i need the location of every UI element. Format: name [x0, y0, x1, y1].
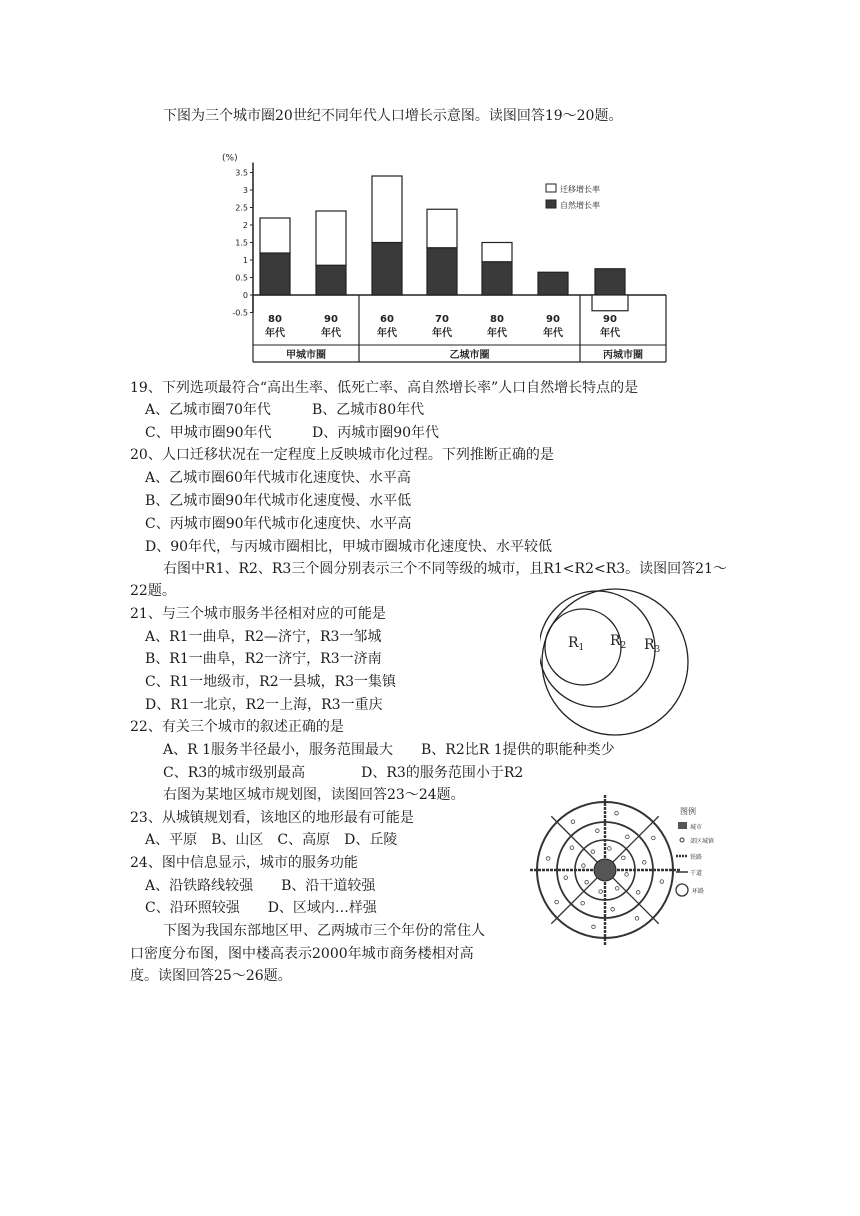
- q21-option-d[interactable]: D、R1一北京，R2一上海，R3一重庆: [145, 697, 383, 713]
- x-tick-label: 年代: [377, 328, 397, 339]
- bar-migration-growth: [482, 243, 512, 262]
- y-tick-label: 0.5: [235, 273, 248, 283]
- bar-migration-growth: [316, 211, 346, 265]
- intro-25-26-line3: 度。读图回答25～26题。: [130, 968, 292, 984]
- intro-23-24: 右图为某地区城市规划图，读图回答23～24题。: [163, 787, 465, 803]
- q21-option-a[interactable]: A、R1一曲阜，R2—济宁，R3一邹城: [145, 629, 382, 645]
- q19-option-c[interactable]: C、甲城市圈90年代: [145, 425, 272, 441]
- q21-option-c[interactable]: C、R1一地级市，R2一县城，R3一集镇: [145, 674, 397, 690]
- svg-text:铁路: 铁路: [690, 854, 703, 861]
- bar-migration-growth: [592, 295, 628, 311]
- y-tick-label: 1.5: [235, 238, 248, 248]
- q22-option-ab[interactable]: A、R 1服务半径最小，服务范围最大 B、R2比R 1提供的职能种类少: [163, 742, 615, 758]
- x-tick-label: 年代: [265, 328, 285, 339]
- circle-r2: [540, 591, 655, 707]
- q19-option-a[interactable]: A、乙城市圈70年代: [145, 402, 271, 418]
- intro-21-22-line1: 右图中R1、R2、R3三个圆分别表示三个不同等级的城市，且R1<R2<R3。读图回答21～: [163, 561, 727, 577]
- y-tick-label: 3.5: [235, 168, 248, 178]
- y-tick-label: 2.5: [235, 203, 248, 213]
- bar-natural-growth: [372, 243, 402, 296]
- q20-option-a[interactable]: A、乙城市圈60年代城市化速度快、水平高: [145, 470, 411, 486]
- q23-options[interactable]: A、平原 B、山区 C、高原 D、丘陵: [145, 832, 398, 848]
- bar-migration-growth: [372, 176, 402, 243]
- q22-stem: 22、有关三个城市的叙述正确的是: [130, 719, 344, 735]
- group-label: 乙城市圈: [449, 350, 490, 361]
- label-r3: $R_3$: [644, 637, 661, 655]
- population-growth-chart: [220, 140, 670, 365]
- city-planning-map: [520, 790, 735, 950]
- x-tick-label: 年代: [487, 328, 507, 339]
- q22-option-cd[interactable]: C、R3的城市级别最高 D、R3的服务范围小于R2: [163, 765, 524, 781]
- q20-stem: 20、人口迁移状况在一定程度上反映城市化过程。下列推断正确的是: [130, 447, 554, 463]
- legend-swatch-migration: [546, 184, 556, 192]
- x-tick-label: 90: [324, 314, 338, 325]
- intro-25-26-line2: 口密度分布图，图中楼高表示2000年城市商务楼相对高: [130, 946, 474, 962]
- intro-21-22-line2: 22题。: [130, 583, 176, 599]
- y-tick-label: 1: [242, 256, 248, 265]
- label-r1: $R_1$: [568, 635, 585, 653]
- nested-circles-figure: [540, 585, 690, 740]
- q20-option-d[interactable]: D、90年代，与丙城市圈相比，甲城市圈城市化速度快、水平较低: [145, 539, 553, 555]
- intro-19-20: 下图为三个城市圈20世纪不同年代人口增长示意图。读图回答19～20题。: [163, 108, 623, 124]
- q19-stem: 19、下列选项最符合“高出生率、低死亡率、高自然增长率”人口自然增长特点的是: [130, 380, 639, 396]
- legend-swatch-natural: [546, 200, 556, 208]
- x-tick-label: 年代: [432, 328, 452, 339]
- bar-migration-growth: [427, 209, 457, 248]
- map-legend: [676, 806, 715, 896]
- x-tick-label: 70: [435, 314, 449, 325]
- y-tick-label: -0.5: [232, 308, 248, 318]
- x-tick-label: 年代: [321, 328, 341, 339]
- y-tick-label: 2: [242, 221, 248, 230]
- x-tick-label: 90: [546, 314, 560, 325]
- bar-natural-growth: [427, 248, 457, 295]
- label-r2: $R_2$: [610, 633, 627, 651]
- group-label: 甲城市圈: [286, 350, 326, 361]
- svg-text:环路: 环路: [692, 888, 705, 895]
- q24-option-ab[interactable]: A、沿铁路线较强 B、沿干道较强: [145, 878, 376, 894]
- bar-natural-growth: [538, 272, 568, 295]
- q20-option-b[interactable]: B、乙城市圈90年代城市化速度慢、水平低: [145, 493, 412, 509]
- q21-option-b[interactable]: B、R1一曲阜，R2一济宁，R3一济南: [145, 651, 382, 667]
- city-core: [594, 859, 616, 881]
- bar-migration-growth: [260, 218, 290, 253]
- legend-label-migration: 迁移增长率: [560, 185, 600, 194]
- x-tick-label: 80: [490, 314, 504, 325]
- x-tick-label: 年代: [600, 328, 620, 339]
- legend-label-natural: 自然增长率: [560, 201, 600, 210]
- x-tick-label: 60: [380, 314, 394, 325]
- svg-text:城市: 城市: [690, 824, 703, 831]
- y-unit-label: (%): [222, 153, 238, 164]
- circle-r3: [542, 589, 688, 735]
- q19-option-b[interactable]: B、乙城市80年代: [312, 402, 425, 418]
- q19-option-d[interactable]: D、丙城市圈90年代: [312, 425, 440, 441]
- y-tick-label: 0: [242, 291, 248, 300]
- q23-stem: 23、从城镇规划看，该地区的地形最有可能是: [130, 810, 414, 826]
- bar-natural-growth: [482, 262, 512, 295]
- svg-text:干道: 干道: [690, 870, 703, 877]
- bar-natural-growth: [260, 253, 290, 295]
- x-tick-label: 年代: [543, 328, 563, 339]
- bar-natural-growth: [595, 269, 625, 295]
- group-label: 丙城市圈: [603, 350, 643, 361]
- q21-stem: 21、与三个城市服务半径相对应的可能是: [130, 606, 386, 622]
- q24-option-cd[interactable]: C、沿环照较强 D、区域内…样强: [145, 900, 377, 916]
- intro-25-26-line1: 下图为我国东部地区甲、乙两城市三个年份的常住人: [163, 923, 485, 939]
- q24-stem: 24、图中信息显示，城市的服务功能: [130, 855, 358, 871]
- y-tick-label: 3: [242, 186, 248, 195]
- x-tick-label: 90: [603, 314, 617, 325]
- x-tick-label: 80: [268, 314, 282, 325]
- q20-option-c[interactable]: C、丙城市圈90年代城市化速度快、水平高: [145, 516, 412, 532]
- bar-natural-growth: [316, 265, 346, 295]
- svg-text:图例: 图例: [680, 807, 696, 816]
- svg-text:郊区城镇: 郊区城镇: [690, 838, 715, 845]
